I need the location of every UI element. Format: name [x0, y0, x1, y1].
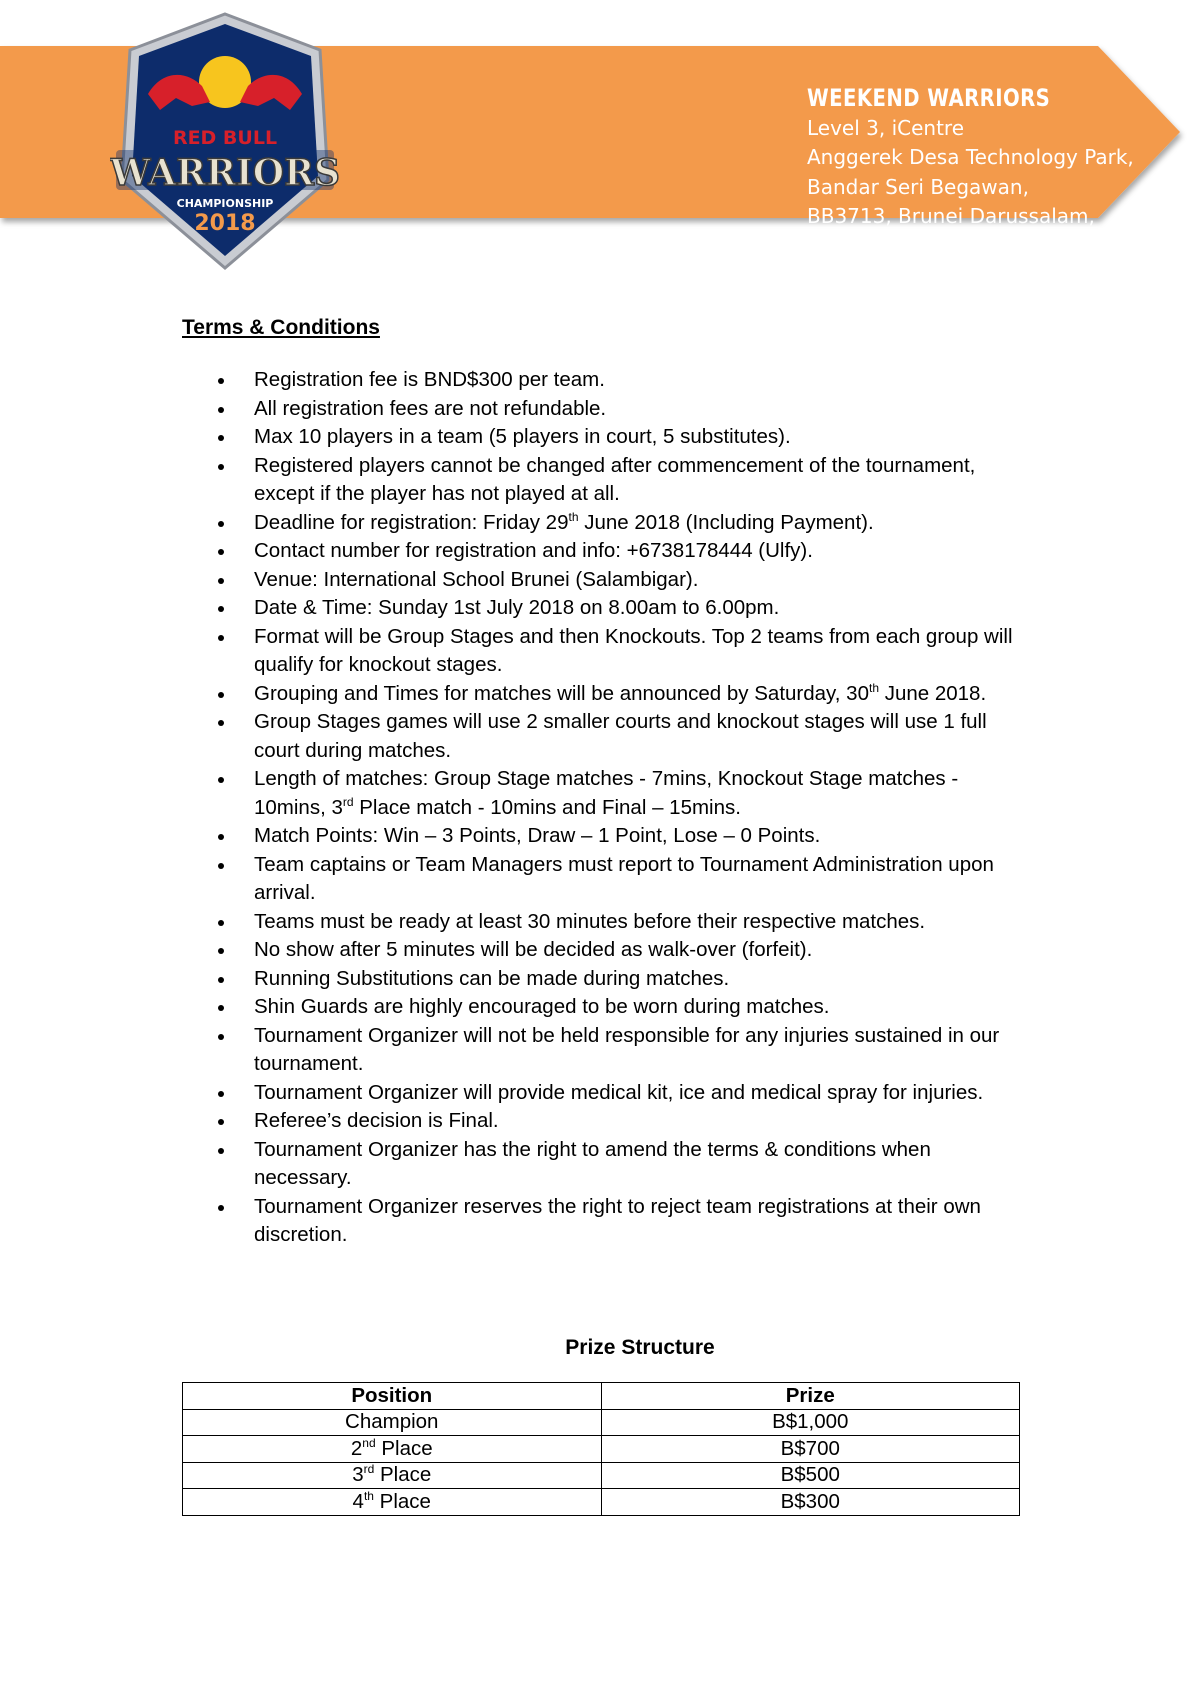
- list-item: Length of matches: Group Stage matches - 7mins, Knockout Stage matches - 10mins, 3rd Place match - 10mins and Final – 15mins.: [182, 765, 1027, 822]
- bullet-icon: [218, 1119, 224, 1125]
- table-header-row: [183, 1383, 1020, 1410]
- position-cell: 3rd Place: [183, 1462, 602, 1489]
- bullet-icon: [218, 407, 224, 413]
- position-cell: 2nd Place: [183, 1436, 602, 1463]
- bullet-icon: [218, 834, 224, 840]
- org-name: WEEKEND WARRIORS: [807, 84, 1051, 112]
- championship-logo: [110, 10, 340, 272]
- bullet-icon: [218, 578, 224, 584]
- address-line: Anggerek Desa Technology Park,: [807, 145, 1134, 169]
- bullet-icon: [218, 1091, 224, 1097]
- list-item: Date & Time: Sunday 1st July 2018 on 8.00am to 6.00pm.: [182, 594, 1027, 623]
- list-item: Group Stages games will use 2 smaller courts and knockout stages will use 1 full court during matches.: [182, 708, 1027, 765]
- prize-cell: B$300: [601, 1489, 1020, 1516]
- bullet-icon: [218, 521, 224, 527]
- list-item: Format will be Group Stages and then Knockouts. Top 2 teams from each group will qualify for knockout stages.: [182, 623, 1027, 680]
- bullet-icon: [218, 606, 224, 612]
- list-item: Tournament Organizer has the right to amend the terms & conditions when necessary.: [182, 1136, 1027, 1193]
- terms-list: [182, 366, 1027, 1250]
- table-row: [183, 1436, 1020, 1463]
- position-cell: Champion: [183, 1409, 602, 1436]
- terms-title: Terms & Conditions: [182, 316, 380, 339]
- bullet-icon: [218, 1005, 224, 1011]
- list-item: Match Points: Win – 3 Points, Draw – 1 Point, Lose – 0 Points.: [182, 822, 1027, 851]
- list-item: Team captains or Team Managers must report to Tournament Administration upon arrival.: [182, 851, 1027, 908]
- table-row: [183, 1489, 1020, 1516]
- list-item: Contact number for registration and info: +6738178444 (Ulfy).: [182, 537, 1027, 566]
- bullet-icon: [218, 720, 224, 726]
- list-item: Registered players cannot be changed after commencement of the tournament, except if the player has not played at all.: [182, 452, 1027, 509]
- org-address-block: [807, 84, 1134, 261]
- prize-cell: B$500: [601, 1462, 1020, 1489]
- list-item: Max 10 players in a team (5 players in court, 5 substitutes).: [182, 423, 1027, 452]
- list-item: Registration fee is BND$300 per team.: [182, 366, 1027, 395]
- table-row: [183, 1462, 1020, 1489]
- list-item: No show after 5 minutes will be decided as walk-over (forfeit).: [182, 936, 1027, 965]
- logo-text-championship: CHAMPIONSHIP: [176, 197, 274, 210]
- logo-text-year: 2018: [194, 211, 256, 236]
- bullet-icon: [218, 378, 224, 384]
- address-line: Level 3, iCentre: [807, 115, 965, 140]
- list-item: Running Substitutions can be made during matches.: [182, 965, 1027, 994]
- list-item: Venue: International School Brunei (Salambigar).: [182, 566, 1027, 595]
- bullet-icon: [218, 692, 224, 698]
- bullet-icon: [218, 920, 224, 926]
- table-row: [183, 1409, 1020, 1436]
- list-item: Referee’s decision is Final.: [182, 1107, 1027, 1136]
- prize-table: [182, 1382, 1020, 1516]
- address-line: Bandar Seri Begawan,: [807, 174, 1029, 199]
- address-line: BB3713, Brunei Darussalam,: [807, 204, 1095, 228]
- list-item: Tournament Organizer reserves the right to reject team registrations at their own discretion.: [182, 1193, 1027, 1250]
- list-item: All registration fees are not refundable.: [182, 395, 1027, 424]
- website-link[interactable]: www.wwstadium.com: [807, 233, 1024, 258]
- bullet-icon: [218, 863, 224, 869]
- list-item: Deadline for registration: Friday 29th June 2018 (Including Payment).: [182, 509, 1027, 538]
- bullet-icon: [218, 977, 224, 983]
- bullet-icon: [218, 948, 224, 954]
- bullet-icon: [218, 435, 224, 441]
- bullet-icon: [218, 777, 224, 783]
- bullet-icon: [218, 1205, 224, 1211]
- prize-title: Prize Structure: [565, 1336, 715, 1359]
- bullet-icon: [218, 549, 224, 555]
- column-header-position: Position: [183, 1383, 602, 1410]
- position-cell: 4th Place: [183, 1489, 602, 1516]
- prize-cell: B$1,000: [601, 1409, 1020, 1436]
- bullet-icon: [218, 635, 224, 641]
- list-item: Tournament Organizer will provide medical kit, ice and medical spray for injuries.: [182, 1079, 1027, 1108]
- bullet-icon: [218, 1034, 224, 1040]
- list-item: Tournament Organizer will not be held responsible for any injuries sustained in our tournament.: [182, 1022, 1027, 1079]
- bullet-icon: [218, 464, 224, 470]
- logo-text-redbull: RED BULL: [172, 127, 278, 149]
- prize-cell: B$700: [601, 1436, 1020, 1463]
- list-item: Shin Guards are highly encouraged to be worn during matches.: [182, 993, 1027, 1022]
- list-item: Grouping and Times for matches will be announced by Saturday, 30th June 2018.: [182, 680, 1027, 709]
- column-header-prize: Prize: [601, 1383, 1020, 1410]
- bullet-icon: [218, 1148, 224, 1154]
- logo-text-warriors: WARRIORS: [110, 152, 340, 194]
- list-item: Teams must be ready at least 30 minutes before their respective matches.: [182, 908, 1027, 937]
